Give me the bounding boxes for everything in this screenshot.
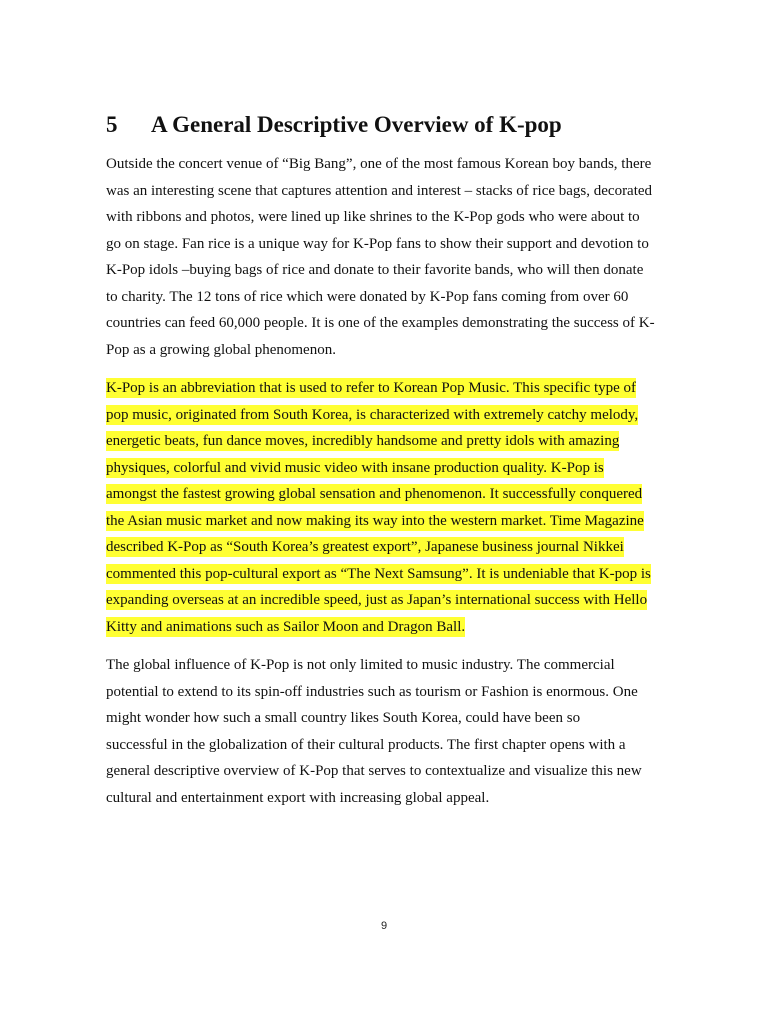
paragraph-line: Outside the concert venue of “Big Bang”, one of the most famous Korean boy bands, there <box>106 156 652 172</box>
highlighted-line: the Asian music market and now making its way into the western market. Time Magazine <box>106 512 644 529</box>
paragraph-line: Pop as a growing global phenomenon. <box>106 341 336 358</box>
highlighted-line: K-Pop is an abbreviation that is used to refer to Korean Pop Music. This specific type of <box>106 380 637 396</box>
paragraph-line: K-Pop idols –buying bags of rice and donate to their favorite bands, who will then donate <box>106 262 644 278</box>
paragraph-line: was an interesting scene that captures attention and interest – stacks of rice bags, decorated <box>106 182 653 199</box>
paragraph-line: to charity. The 12 tons of rice which were donated by K-Pop fans coming from over 60 <box>106 288 629 305</box>
paragraph-fan-rice <box>106 151 666 363</box>
highlighted-line: amongst the fastest growing global sensation and phenomenon. It successfully conquered <box>106 486 643 502</box>
highlighted-line: expanding overseas at an incredible speed, just as Japan’s international success with Hello <box>106 592 648 608</box>
section-title: A General Descriptive Overview of K-pop <box>151 112 562 137</box>
paragraph-highlighted-kpop-definition <box>106 375 666 640</box>
paragraph-line: with ribbons and photos, were lined up like shrines to the K-Pop gods who were about to <box>106 209 640 225</box>
highlighted-line: commented this pop-cultural export as “The Next Samsung”. It is undeniable that K-pop is <box>106 565 651 582</box>
paragraph-line: The global influence of K-Pop is not only limited to music industry. The commercial <box>106 657 615 673</box>
section-heading <box>106 110 666 140</box>
paragraph-line: general descriptive overview of K-Pop that serves to contextualize and visualize this new <box>106 763 642 779</box>
highlighted-line: energetic beats, fun dance moves, incredibly handsome and pretty idols with amazing <box>106 433 620 449</box>
paragraph-line: countries can feed 60,000 people. It is one of the examples demonstrating the success of K- <box>106 315 655 331</box>
highlighted-line: physiques, colorful and vivid music video with insane production quality. K-Pop is <box>106 459 604 476</box>
paragraph-line: cultural and entertainment export with increasing global appeal. <box>106 789 490 806</box>
paragraph-global-influence <box>106 652 666 811</box>
paragraph-line: potential to extend to its spin-off industries such as tourism or Fashion is enormous. One <box>106 683 638 700</box>
paragraph-line: successful in the globalization of their cultural products. The first chapter opens with a <box>106 736 626 753</box>
page-number: 9 <box>380 920 388 932</box>
highlighted-line: described K-Pop as “South Korea’s greatest export”, Japanese business journal Nikkei <box>106 539 624 555</box>
highlighted-line: pop music, originated from South Korea, is characterized with extremely catchy melody, <box>106 406 639 423</box>
highlighted-line: Kitty and animations such as Sailor Moon and Dragon Ball. <box>106 618 466 635</box>
paragraph-line: might wonder how such a small country likes South Korea, could have been so <box>106 710 581 726</box>
paragraph-line: go on stage. Fan rice is a unique way for K-Pop fans to show their support and devotion to <box>106 235 649 252</box>
section-number: 5 <box>106 112 118 137</box>
